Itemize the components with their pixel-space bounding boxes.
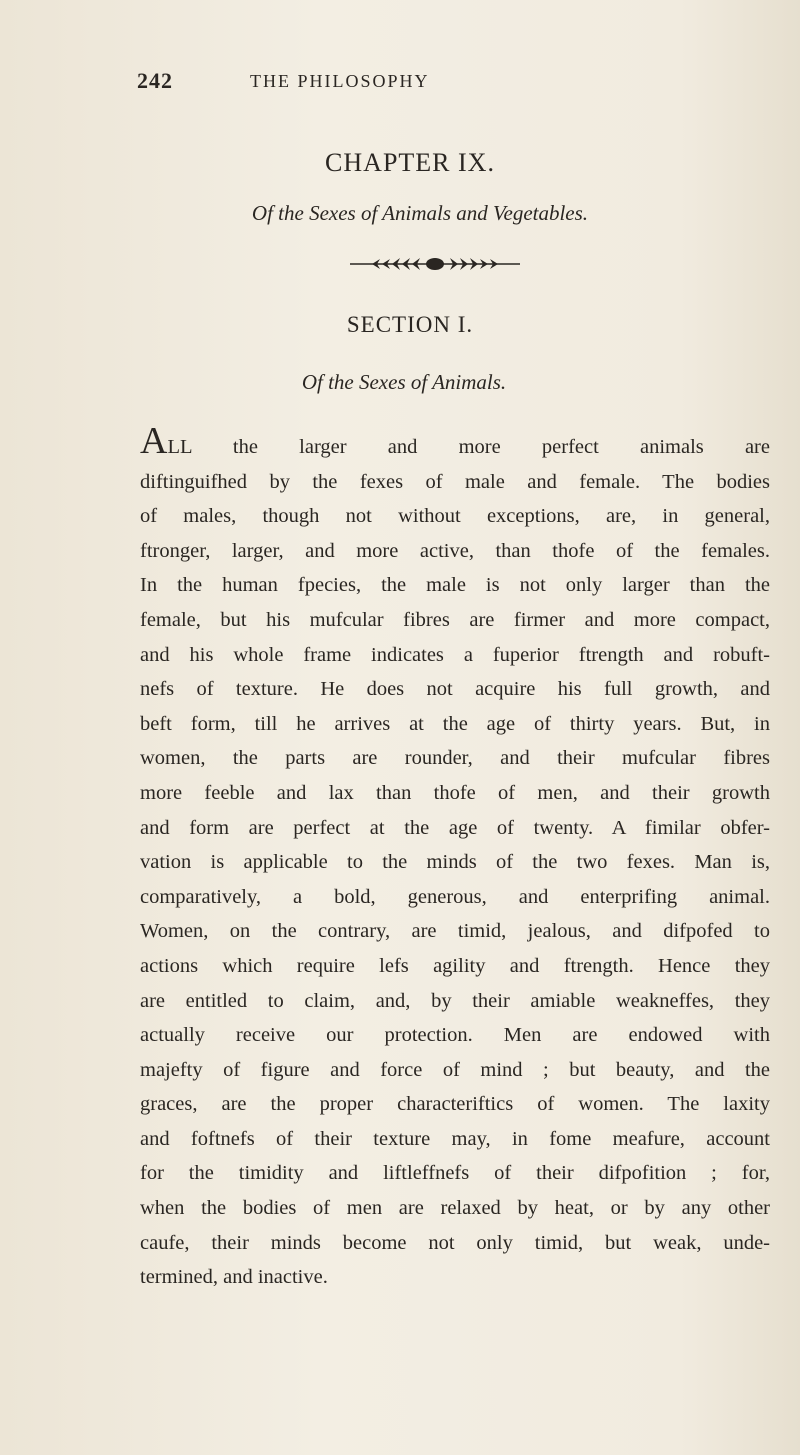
page-number: 242 xyxy=(137,68,173,93)
text-line: female, but his mufcular fibres are firmer and more compact, xyxy=(140,608,770,631)
text-line: women, the parts are rounder, and their mufcular fibres xyxy=(140,747,770,770)
text-line: nefs of texture. He does not acquire his full growth, and xyxy=(140,678,770,701)
drop-cap: A xyxy=(140,420,168,462)
text-line: of males, though not without exceptions, are, in general, xyxy=(140,505,770,528)
text-line: termined, and inactive. xyxy=(140,1266,328,1289)
text-line: majefty of figure and force of mind ; but beauty, and the xyxy=(140,1058,770,1081)
chapter-subtitle: Of the Sexes of Animals and Vegetables. xyxy=(251,201,589,225)
text-line: actions which require lefs agility and ftrength. Hence they xyxy=(140,954,770,977)
ornament-divider xyxy=(350,254,520,274)
text-line: vation is applicable to the minds of the two fexes. Man is, xyxy=(140,851,770,874)
text-line: diftinguifhed by the fexes of male and female. The bodies xyxy=(140,470,770,493)
text-line: actually receive our protection. Men are endowed with xyxy=(140,1024,770,1047)
text-line: for the timidity and liftleffnefs of their difpofition ; for, xyxy=(140,1162,770,1185)
text-line: and form are perfect at the age of twenty. A fimilar obfer- xyxy=(140,816,770,839)
body-text xyxy=(140,420,770,1295)
text-line: and his whole frame indicates a fuperior ftrength and robuft- xyxy=(140,643,770,666)
text-line: Women, on the contrary, are timid, jealous, and difpofed to xyxy=(140,920,770,943)
text-line: when the bodies of men are relaxed by heat, or by any other xyxy=(140,1197,770,1220)
chapter-heading: CHAPTER IX. xyxy=(325,148,495,177)
text-line: beft form, till he arrives at the age of thirty years. But, in xyxy=(140,712,770,735)
running-head xyxy=(0,68,800,98)
section-subtitle: Of the Sexes of Animals. xyxy=(301,370,507,394)
text-line: graces, are the proper characteriftics of women. The laxity xyxy=(140,1093,770,1116)
text-line: and foftnefs of their texture may, in fome meafure, account xyxy=(140,1127,770,1150)
text-line: are entitled to claim, and, by their amiable weakneffes, they xyxy=(140,989,770,1012)
text-line xyxy=(140,420,770,465)
text-line: caufe, their minds become not only timid, but weak, unde- xyxy=(140,1231,770,1254)
section-heading: SECTION I. xyxy=(346,312,474,337)
text-line: more feeble and lax than thofe of men, and their growth xyxy=(140,781,770,804)
first-line-text: LL the larger and more perfect animals are xyxy=(167,436,770,458)
text-line: In the human fpecies, the male is not only larger than the xyxy=(140,574,770,597)
text-line: comparatively, a bold, generous, and enterprifing animal. xyxy=(140,885,770,908)
running-title: THE PHILOSOPHY xyxy=(250,71,430,91)
text-line: ftronger, larger, and more active, than thofe of the females. xyxy=(140,539,770,562)
